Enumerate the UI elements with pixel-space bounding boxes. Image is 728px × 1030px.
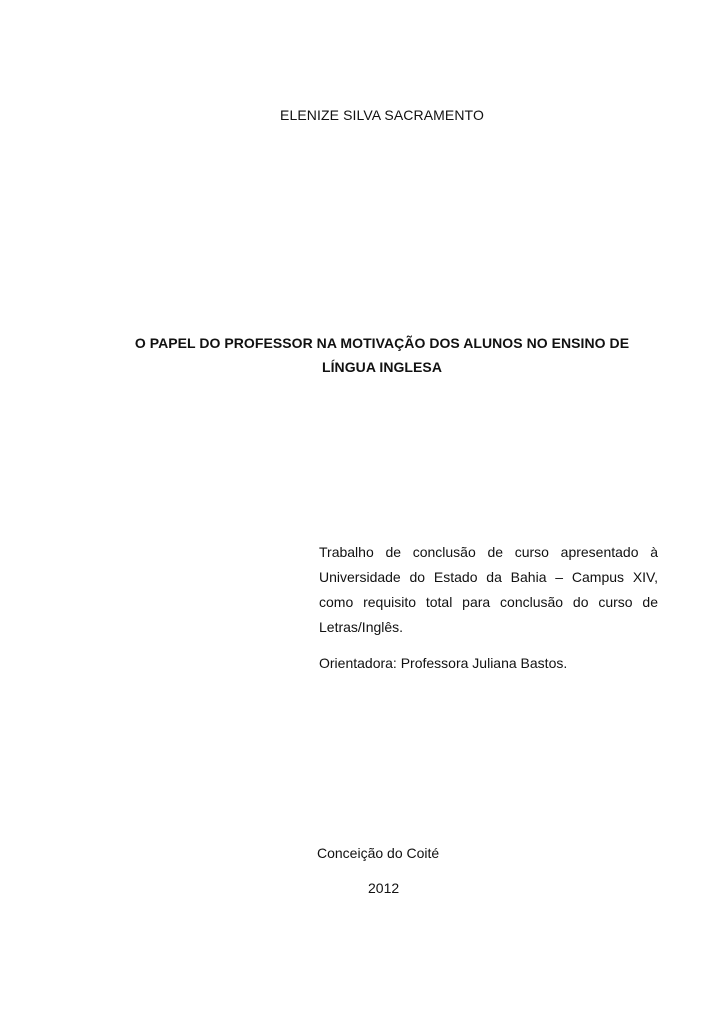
work-description: Trabalho de conclusão de curso apresentado à Universidade do Estado da Bahia – Campus XIV, como requisito total para conclusão do curso de Letras/Inglês. bbox=[319, 544, 658, 635]
publication-year: 2012 bbox=[368, 880, 400, 896]
author-name: ELENIZE SILVA SACRAMENTO bbox=[280, 107, 484, 123]
title-line-2: LÍNGUA INGLESA bbox=[322, 359, 442, 375]
city-name: Conceição do Coité bbox=[317, 845, 440, 861]
document-title bbox=[122, 331, 642, 379]
title-line-1: O PAPEL DO PROFESSOR NA MOTIVAÇÃO DOS ALUNOS NO ENSINO DE bbox=[134, 335, 630, 351]
advisor-name: Orientadora: Professora Juliana Bastos. bbox=[319, 655, 568, 671]
